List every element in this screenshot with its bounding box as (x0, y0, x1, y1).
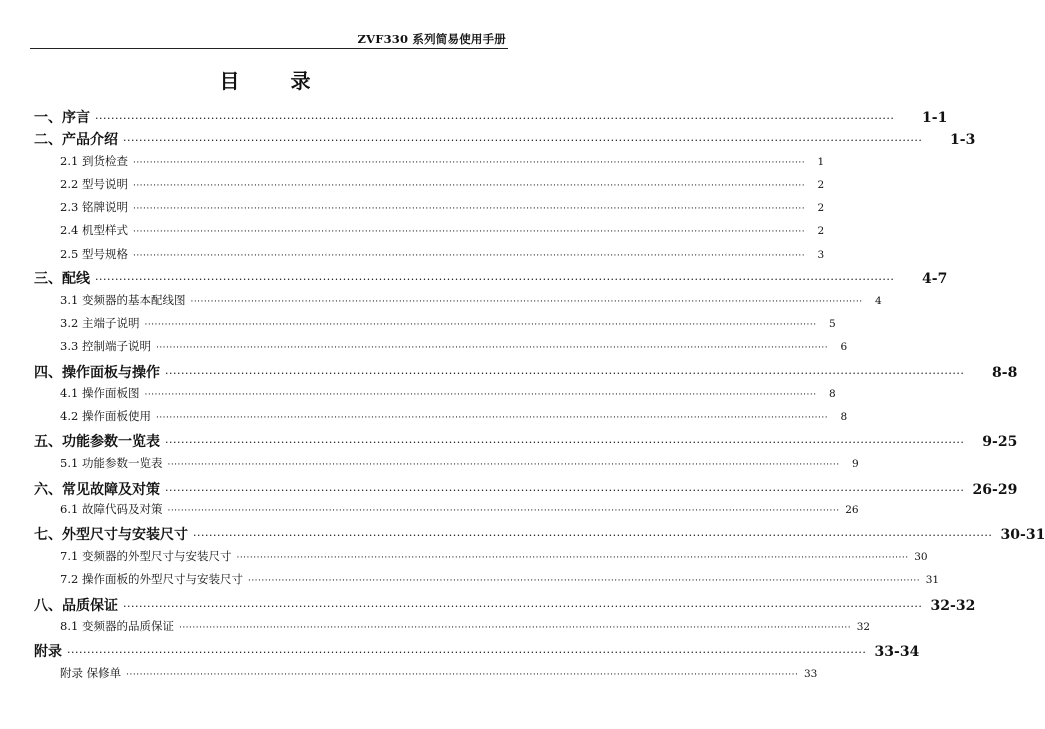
dot-leader: ········································································································································································································ (144, 320, 817, 330)
toc-section-entry[interactable] (60, 292, 882, 308)
dot-leader: ········································································································································································································ (95, 273, 895, 286)
toc-chapter-entry[interactable] (34, 129, 976, 149)
dot-leader: ········································································································································································································ (247, 576, 921, 586)
toc-chapter-entry[interactable] (34, 641, 920, 661)
toc-section-entry[interactable] (60, 222, 825, 238)
toc-page-number: 26-29 (972, 482, 1018, 498)
toc-entry-label: 3.3 控制端子说明 (60, 339, 151, 353)
toc-page-number: 8 (828, 388, 836, 400)
toc-page-number: 1 (817, 156, 825, 168)
dot-leader: ········································································································································································································ (95, 112, 895, 125)
toc-page-number: 3 (817, 249, 825, 261)
toc-section-entry[interactable] (60, 338, 848, 354)
toc-entry-label: 五、功能参数一览表 (34, 434, 160, 450)
toc-entry-label: 4.1 操作面板图 (60, 386, 140, 400)
dot-leader: ········································································································································································································ (167, 460, 840, 470)
toc-chapter-entry[interactable] (34, 479, 1018, 499)
toc-entry-label: 八、品质保证 (34, 598, 118, 614)
dot-leader: ········································································································································································································ (165, 436, 965, 449)
toc-chapter-entry[interactable] (34, 431, 1018, 451)
toc-page-number: 1-3 (950, 132, 976, 148)
toc-entry-label: 8.1 变频器的品质保证 (60, 619, 174, 633)
dot-leader: ········································································································································································································ (155, 343, 829, 353)
toc-page-number: 2 (817, 179, 825, 191)
toc-section-entry[interactable] (60, 408, 848, 424)
toc-entry-label: 7.2 操作面板的外型尺寸与安装尺寸 (60, 572, 243, 586)
dot-leader: ········································································································································································································ (132, 181, 806, 191)
dot-leader: ········································································································································································································ (193, 529, 993, 542)
toc-page-number: 2 (817, 225, 825, 237)
toc-entry-label: 2.2 型号说明 (60, 177, 128, 191)
toc-section-entry[interactable] (60, 665, 818, 681)
toc-entry-label: 六、常见故障及对策 (34, 482, 160, 498)
dot-leader: ········································································································································································································ (67, 646, 867, 659)
toc-section-entry[interactable] (60, 315, 836, 331)
toc-entry-label: 七、外型尺寸与安装尺寸 (34, 527, 188, 543)
toc-page-number: 33-34 (874, 644, 920, 660)
toc-entry-label: 四、操作面板与操作 (34, 365, 160, 381)
toc-page-number: 4 (874, 295, 882, 307)
toc-section-entry[interactable] (60, 571, 940, 587)
dot-leader: ········································································································································································································ (190, 297, 863, 307)
toc-chapter-entry[interactable] (34, 362, 1018, 382)
toc-page-number: 33 (803, 668, 818, 680)
toc-chapter-entry[interactable] (34, 268, 948, 288)
toc-page-number: 4-7 (922, 271, 948, 287)
dot-leader: ········································································································································································································ (132, 204, 806, 214)
toc-heading: 目 录 (219, 69, 333, 93)
manual-title: ZVF330 系列简易使用手册 (357, 32, 506, 46)
toc-section-entry[interactable] (60, 153, 825, 169)
toc-entry-label: 2.3 铭牌说明 (60, 200, 128, 214)
toc-entry-label: 6.1 故障代码及对策 (60, 502, 163, 516)
toc-page-number: 30 (914, 551, 928, 563)
dot-leader: ········································································································································································································ (132, 251, 806, 261)
toc-section-entry[interactable] (60, 501, 859, 517)
toc-entry-label: 5.1 功能参数一览表 (60, 456, 163, 470)
toc-entry-label: 2.5 型号规格 (60, 247, 128, 261)
dot-leader: ········································································································································································································ (165, 367, 965, 380)
toc-page-number: 9 (851, 458, 859, 470)
toc-entry-label: 3.1 变频器的基本配线图 (60, 293, 186, 307)
toc-page-number: 31 (925, 574, 940, 586)
dot-leader: ········································································································································································································ (178, 623, 852, 633)
toc-section-entry[interactable] (60, 548, 928, 564)
dot-leader: ········································································································································································································ (126, 670, 799, 680)
toc-section-entry[interactable] (60, 455, 859, 471)
toc-chapter-entry[interactable] (34, 107, 948, 127)
toc-entry-label: 二、产品介绍 (34, 132, 118, 148)
dot-leader: ········································································································································································································ (165, 484, 965, 497)
toc-page-number: 30-31 (1000, 527, 1045, 543)
header-divider (30, 48, 508, 49)
toc-section-entry[interactable] (60, 246, 825, 262)
toc-page-number: 5 (828, 318, 836, 330)
toc-entry-label: 2.1 到货检查 (60, 154, 128, 168)
dot-leader: ········································································································································································································ (123, 134, 923, 147)
toc-page-number: 32-32 (930, 598, 976, 614)
toc-section-entry[interactable] (60, 618, 871, 634)
toc-entry-label: 附录 保修单 (60, 666, 122, 680)
toc-entry-label: 一、序言 (34, 110, 90, 126)
dot-leader: ········································································································································································································ (155, 413, 829, 423)
toc-page-number: 1-1 (922, 110, 948, 126)
dot-leader: ········································································································································································································ (167, 506, 840, 516)
dot-leader: ········································································································································································································ (132, 158, 806, 168)
toc-entry-label: 3.2 主端子说明 (60, 316, 140, 330)
toc-entry-label: 7.1 变频器的外型尺寸与安装尺寸 (60, 549, 232, 563)
toc-page-number: 26 (845, 504, 859, 516)
toc-section-entry[interactable] (60, 199, 825, 215)
toc-chapter-entry[interactable] (34, 595, 976, 615)
toc-page-number: 8 (840, 411, 848, 423)
dot-leader: ········································································································································································································ (123, 600, 923, 613)
dot-leader: ········································································································································································································ (132, 227, 806, 237)
dot-leader: ········································································································································································································ (144, 390, 817, 400)
toc-page-number: 2 (817, 202, 825, 214)
dot-leader: ········································································································································································································ (236, 553, 909, 563)
toc-page-number: 6 (840, 341, 848, 353)
toc-entry-label: 附录 (34, 644, 62, 660)
toc-section-entry[interactable] (60, 385, 836, 401)
toc-entry-label: 三、配线 (34, 271, 90, 287)
toc-entry-label: 4.2 操作面板使用 (60, 409, 151, 423)
toc-section-entry[interactable] (60, 176, 825, 192)
toc-chapter-entry[interactable] (34, 524, 1045, 544)
toc-entry-label: 2.4 机型样式 (60, 223, 128, 237)
toc-page-number: 32 (856, 621, 871, 633)
toc-page-number: 8-8 (992, 365, 1018, 381)
toc-page-number: 9-25 (982, 434, 1018, 450)
